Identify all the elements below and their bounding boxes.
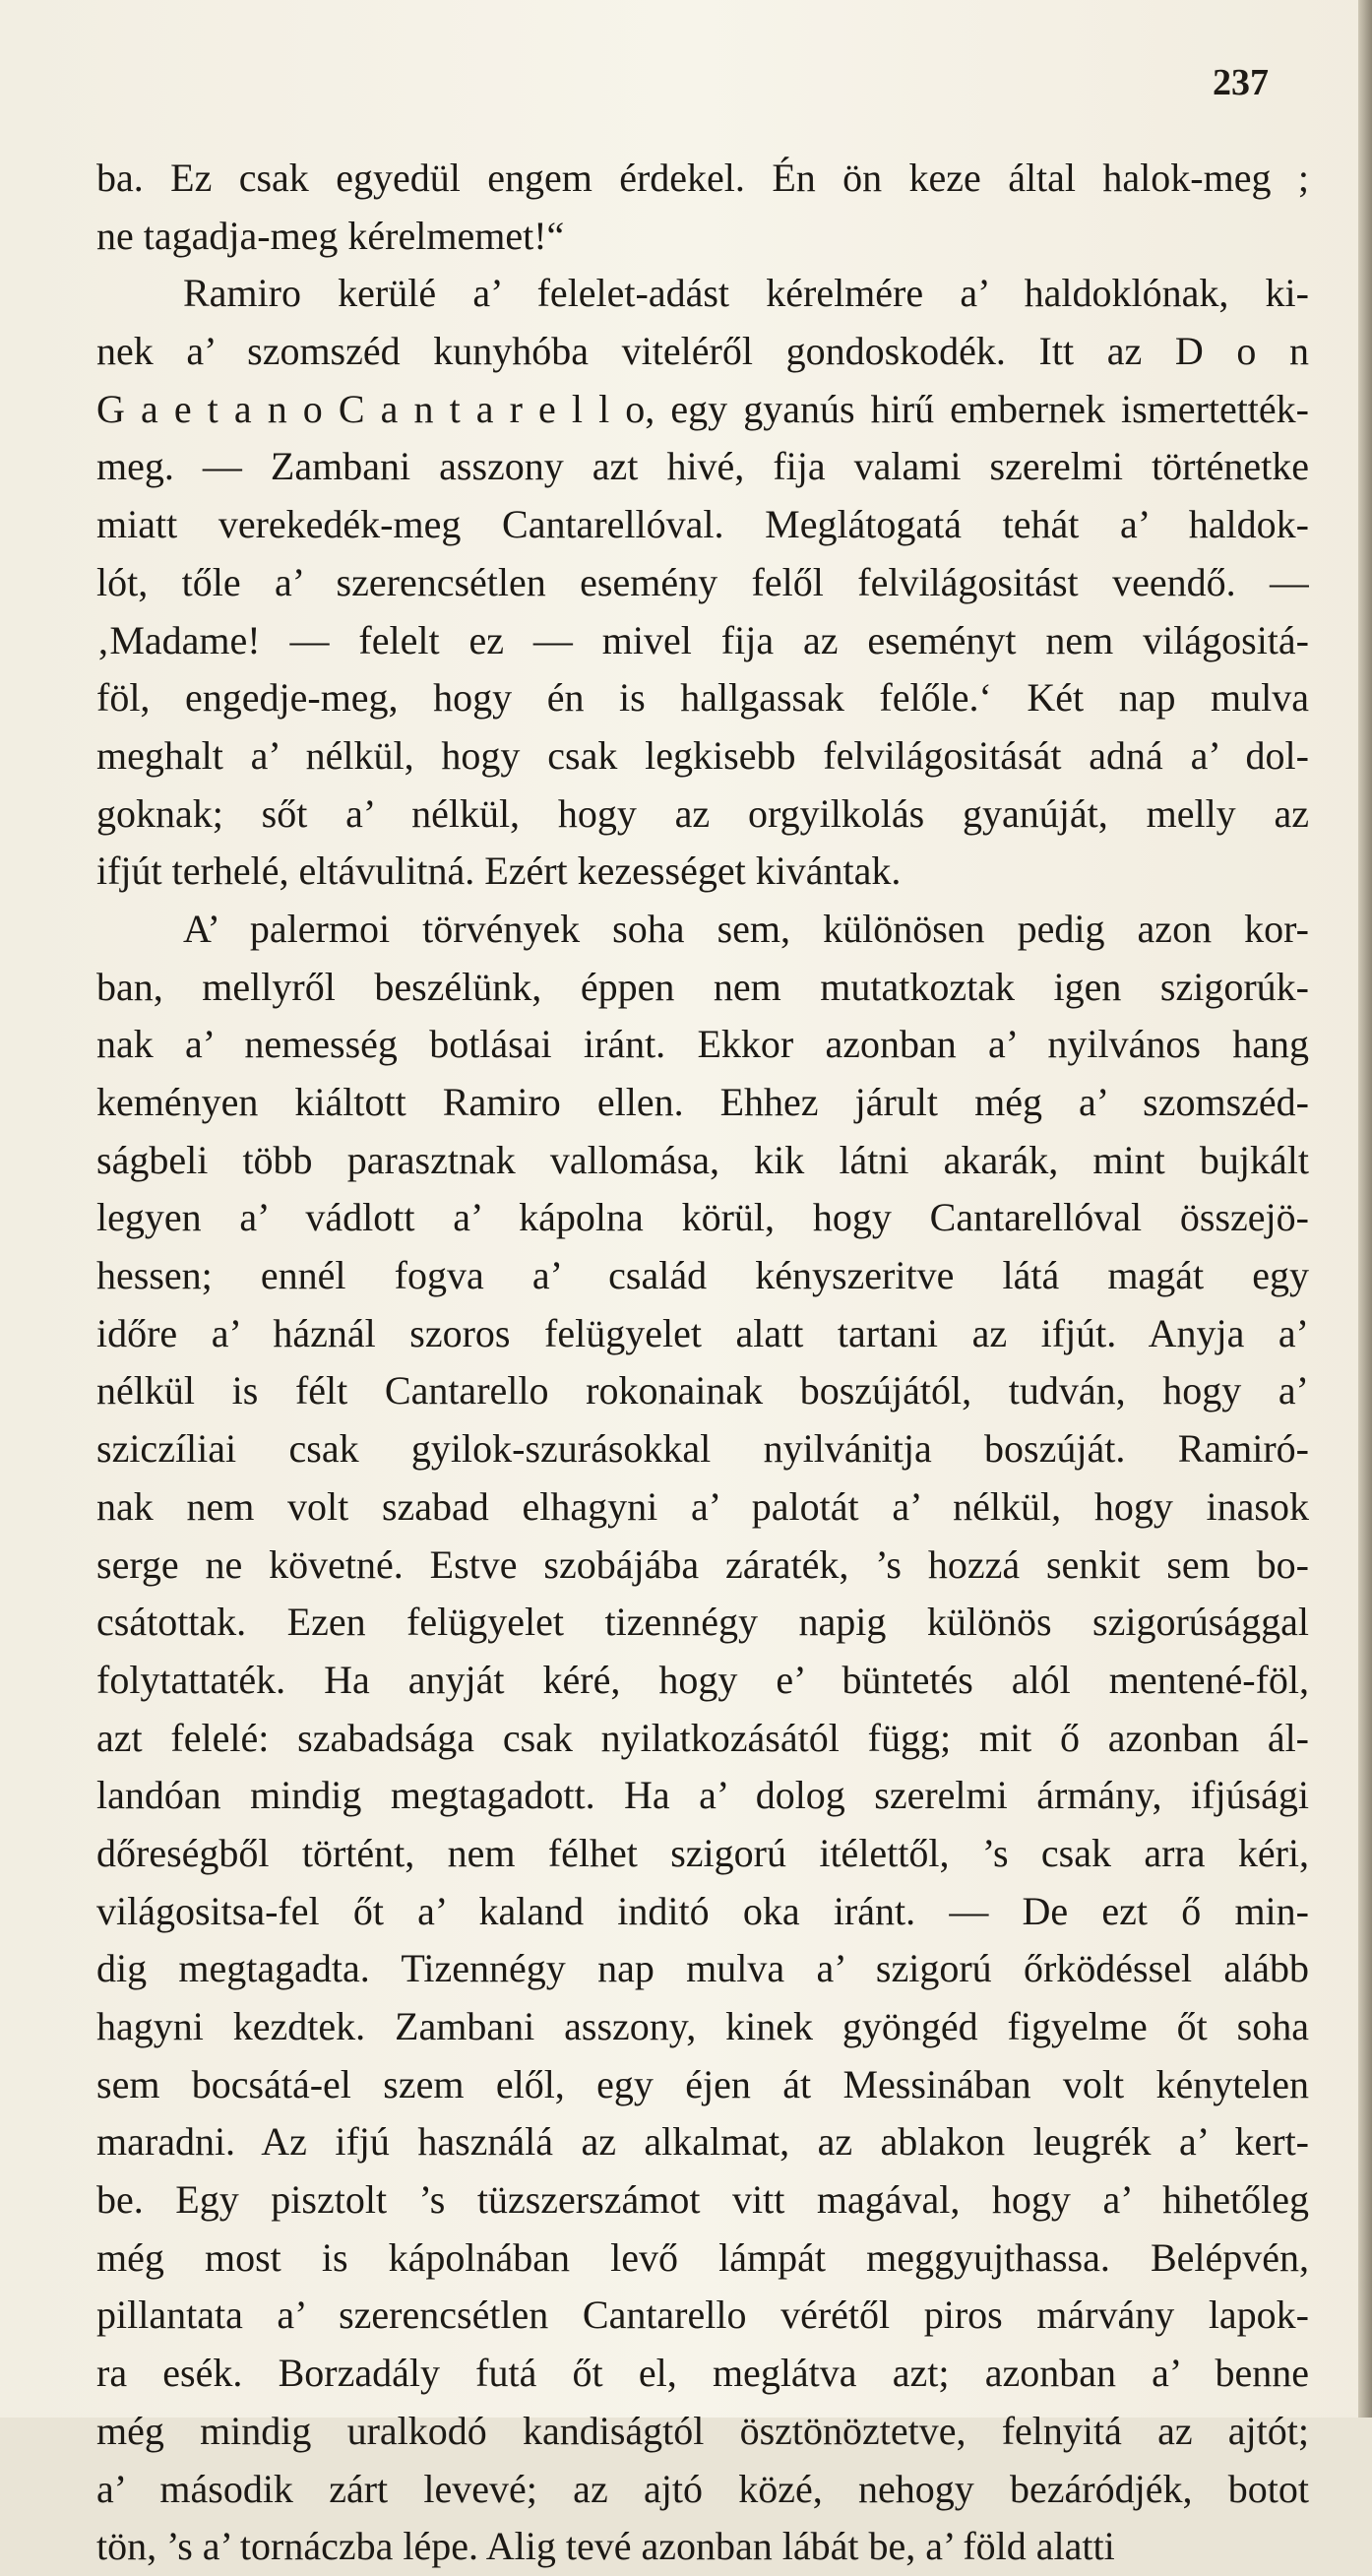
text-line: folytattaték. Ha anyját kéré, hogy e’ büntetés alól mentené-föl, xyxy=(96,1657,1309,1702)
text-line: nak nem volt szabad elhagyni a’ palotát a’ nélkül, hogy inasok xyxy=(96,1483,1309,1529)
text-line: A’ palermoi törvények soha sem, különösen pedig azon kor- xyxy=(183,906,1309,951)
text-line: meghalt a’ nélkül, hogy csak legkisebb felvilágositását adná a’ dol- xyxy=(96,732,1309,778)
text-line: ságbeli több parasztnak vallomása, kik látni akarák, mint bujkált xyxy=(96,1137,1309,1182)
text-line: azt felelé: szabadsága csak nyilatkozásától függ; mit ő azonban ál- xyxy=(96,1715,1309,1760)
text-line: még mindig uralkodó kandiságtól ösztönöztetve, felnyitá az ajtót; xyxy=(96,2408,1309,2453)
text-line: ne tagadja-meg kérelmemet!“ xyxy=(96,213,565,258)
text-line: nak a’ nemesség botlásai iránt. Ekkor azonban a’ nyilvános hang xyxy=(96,1022,1309,1067)
page-number: 237 xyxy=(1213,62,1269,103)
text-line: sziczíliai csak gyilok-szurásokkal nyilvánitja boszúját. Ramiró- xyxy=(96,1426,1309,1472)
text-line: dig megtagadta. Tizennégy nap mulva a’ szigorú őrködéssel alább xyxy=(96,1946,1309,1991)
text-line: világositsa-fel őt a’ kaland inditó oka iránt. — De ezt ő min- xyxy=(96,1888,1309,1933)
text-line: ifjút terhelé, eltávulitná. Ezért kezességet kivántak. xyxy=(96,848,902,894)
text-line: nélkül is félt Cantarello rokonainak boszújától, tudván, hogy a’ xyxy=(96,1368,1309,1414)
text-line: serge ne követné. Estve szobájába záraték, ’s hozzá senkit sem bo- xyxy=(96,1541,1309,1587)
text-line: ba. Ez csak egyedül engem érdekel. Én ön keze által halok-meg ; xyxy=(96,156,1309,200)
text-line: időre a’ háznál szoros felügyelet alatt tartani az ifjút. Anyja a’ xyxy=(96,1310,1309,1355)
text-line: nek a’ szomszéd kunyhóba viteléről gondoskodék. Itt az D o n xyxy=(96,329,1309,374)
text-line: dőreségből történt, nem félhet szigorú itélettől, ’s csak arra kéri, xyxy=(96,1830,1309,1875)
text-line: föl, engedje-meg, hogy én is hallgassak felőle.‘ Két nap mulva xyxy=(96,675,1309,721)
text-line: goknak; sőt a’ nélkül, hogy az orgyilkolás gyanúját, melly az xyxy=(96,790,1309,836)
text-line: miatt verekedék-meg Cantarellóval. Meglátogatá tehát a’ haldok- xyxy=(96,502,1309,547)
text-line: a’ második zárt levevé; az ajtó közé, nehogy bezáródjék, botot xyxy=(96,2466,1309,2511)
text-line: meg. — Zambani asszony azt hivé, fija valami szerelmi történetke xyxy=(96,444,1309,489)
text-line: G a e t a n o C a n t a r e l l o, egy gyanús hirű embernek ismertették- xyxy=(96,386,1309,431)
text-line: csátottak. Ezen felügyelet tizennégy napig különös szigorúsággal xyxy=(96,1600,1309,1645)
text-line: Ramiro kerülé a’ felelet-adást kérelmére a’ haldoklónak, ki- xyxy=(183,271,1309,316)
text-line: ra esék. Borzadály futá őt el, meglátva azt; azonban a’ benne xyxy=(96,2351,1309,2396)
text-line: be. Egy pisztolt ’s tüzszerszámot vitt magával, hogy a’ hihetőleg xyxy=(96,2177,1309,2223)
text-line: pillantata a’ szerencsétlen Cantarello vérétől piros márvány lapok- xyxy=(96,2293,1309,2338)
text-line: legyen a’ vádlott a’ kápolna körül, hogy Cantarellóval összejö- xyxy=(96,1195,1309,1240)
text-line: sem bocsátá-el szem elől, egy éjen át Messinában volt kénytelen xyxy=(96,2061,1309,2106)
text-line: hagyni kezdtek. Zambani asszony, kinek gyöngéd figyelme őt soha xyxy=(96,2004,1309,2048)
text-line: tön, ’s a’ tornáczba lépe. Alig tevé azonban lábát be, a’ föld alatti xyxy=(96,2524,1115,2569)
text-line: landóan mindig megtagadott. Ha a’ dolog szerelmi ármány, ifjúsági xyxy=(96,1773,1309,1818)
text-line: ban, mellyről beszélünk, éppen nem mutatkoztak igen szigorúk- xyxy=(96,964,1309,1009)
page-gutter-shadow xyxy=(1358,0,1372,2418)
body-text xyxy=(96,150,1309,2576)
text-line: keményen kiáltott Ramiro ellen. Ehhez járult még a’ szomszéd- xyxy=(96,1080,1309,1124)
text-line: még most is kápolnában levő lámpát meggyujthassa. Belépvén, xyxy=(96,2234,1309,2280)
text-line: maradni. Az ifjú használá az alkalmat, az ablakon leugrék a’ kert- xyxy=(96,2119,1309,2165)
text-line: hessen; ennél fogva a’ család kényszeritve látá magát egy xyxy=(96,1253,1309,1298)
text-line: ‚Madame! — felelt ez — mivel fija az eseményt nem világositá- xyxy=(96,617,1309,662)
text-line: lót, tőle a’ szerencsétlen esemény felől felvilágositást veendő. — xyxy=(96,559,1309,604)
